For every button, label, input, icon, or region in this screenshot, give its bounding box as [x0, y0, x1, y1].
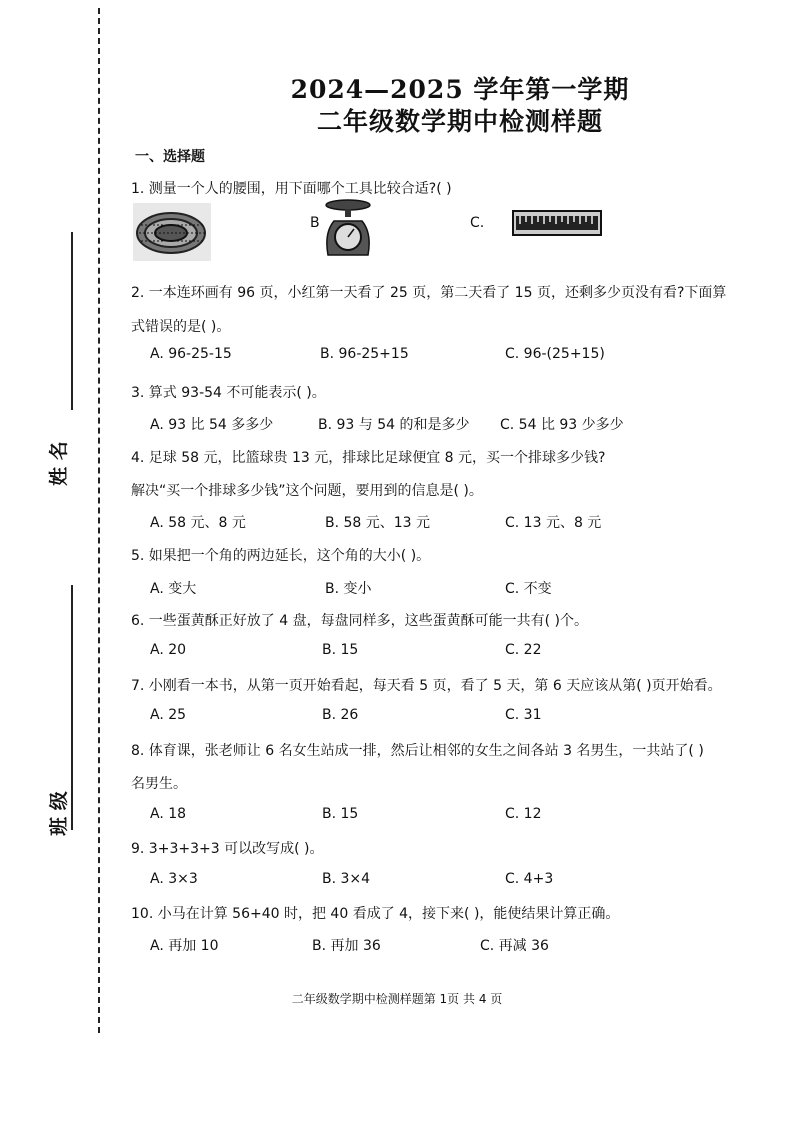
option-a-image — [133, 203, 211, 265]
q7-option-c: C. 31 — [505, 707, 542, 723]
q5-option-a: A. 变大 — [150, 581, 197, 597]
q6-option-a: A. 20 — [150, 642, 187, 658]
class-label: 班 级 — [47, 791, 70, 836]
scale-icon — [322, 197, 374, 259]
q3-option-c: C. 54 比 93 少多少 — [500, 417, 624, 433]
name-blank-line — [71, 232, 73, 410]
q5-option-b: B. 变小 — [325, 581, 372, 597]
question-4-cont: 解决“买一个排球多少钱”这个问题，要用到的信息是( )。 — [131, 483, 483, 499]
section-heading: 一、选择题 — [135, 149, 205, 165]
q2-option-b: B. 96-25+15 — [320, 346, 409, 362]
binding-dashed-line — [98, 8, 100, 1033]
page-title-line2: 二年级数学期中检测样题 — [316, 107, 603, 136]
question-8: 8. 体育课，张老师让 6 名女生站成一排，然后让相邻的女生之间各站 3 名男生，一共站了( ) — [131, 743, 704, 759]
q5-option-c: C. 不变 — [505, 581, 552, 597]
page-title-line1: 2024—2025 学年第一学期 — [290, 75, 630, 104]
question-2: 2. 一本连环画有 96 页，小红第一天看了 25 页，第二天看了 15 页，还剩多少页没有看?下面算 — [131, 285, 727, 301]
class-blank-line — [71, 585, 73, 830]
option-c-label: C. — [470, 215, 485, 231]
q4-option-b: B. 58 元、13 元 — [325, 515, 431, 531]
question-4: 4. 足球 58 元，比篮球贵 13 元，排球比足球便宜 8 元，买一个排球多少钱? — [131, 450, 606, 466]
q2-option-c: C. 96-(25+15) — [505, 346, 605, 362]
q10-option-a: A. 再加 10 — [150, 938, 219, 954]
ruler-icon — [512, 210, 602, 236]
q10-option-b: B. 再加 36 — [312, 938, 381, 954]
q7-option-a: A. 25 — [150, 707, 187, 723]
option-c-image — [512, 210, 602, 240]
q7-option-b: B. 26 — [322, 707, 359, 723]
question-5: 5. 如果把一个角的两边延长，这个角的大小( )。 — [131, 548, 431, 564]
question-8-cont: 名男生。 — [131, 776, 187, 792]
q2-option-a: A. 96-25-15 — [150, 346, 232, 362]
question-10: 10. 小马在计算 56+40 时，把 40 看成了 4，接下来( )，能使结果计算正确。 — [131, 906, 620, 922]
option-b-image — [322, 197, 374, 263]
q10-option-c: C. 再减 36 — [480, 938, 549, 954]
question-1: 1. 测量一个人的腰围，用下面哪个工具比较合适?( ) — [131, 181, 452, 197]
q8-option-a: A. 18 — [150, 806, 187, 822]
name-label: 姓 名 — [47, 441, 70, 486]
tape-measure-icon — [133, 203, 211, 261]
q3-option-a: A. 93 比 54 多多少 — [150, 417, 274, 433]
question-7: 7. 小刚看一本书，从第一页开始看起，每天看 5 页，看了 5 天，第 6 天应该从第( )页开始看。 — [131, 678, 722, 694]
q9-option-b: B. 3×4 — [322, 871, 371, 887]
question-3: 3. 算式 93-54 不可能表示( )。 — [131, 385, 326, 401]
page-footer: 二年级数学期中检测样题第 1页 共 4 页 — [291, 992, 503, 1006]
q8-option-b: B. 15 — [322, 806, 359, 822]
q9-option-a: A. 3×3 — [150, 871, 198, 887]
q6-option-b: B. 15 — [322, 642, 359, 658]
q3-option-b: B. 93 与 54 的和是多少 — [318, 417, 470, 433]
question-2-cont: 式错误的是( )。 — [131, 319, 231, 335]
q4-option-c: C. 13 元、8 元 — [505, 515, 602, 531]
question-6: 6. 一些蛋黄酥正好放了 4 盘，每盘同样多，这些蛋黄酥可能一共有( )个。 — [131, 613, 588, 629]
question-9: 9. 3+3+3+3 可以改写成( )。 — [131, 841, 324, 857]
q9-option-c: C. 4+3 — [505, 871, 554, 887]
q4-option-a: A. 58 元、8 元 — [150, 515, 246, 531]
q6-option-c: C. 22 — [505, 642, 542, 658]
q8-option-c: C. 12 — [505, 806, 542, 822]
option-b-label: B — [310, 215, 320, 231]
